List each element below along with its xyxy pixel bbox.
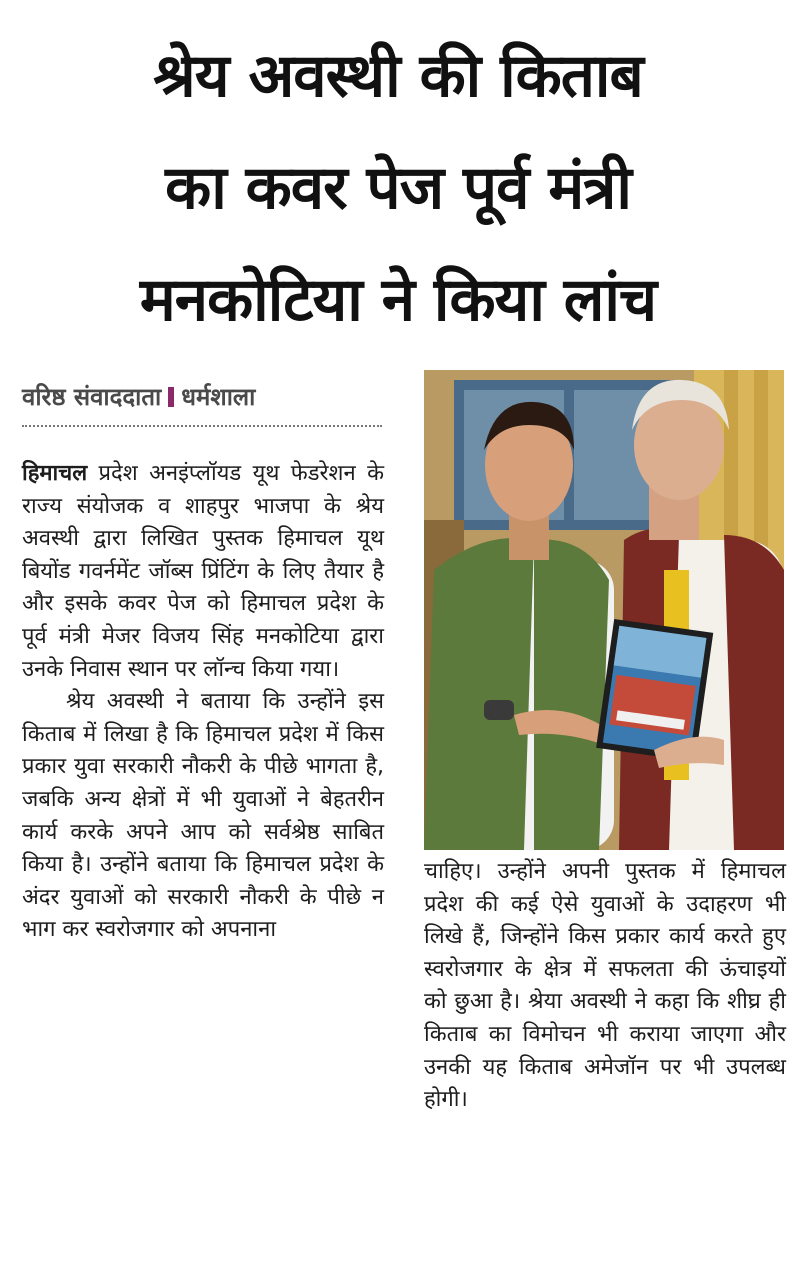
article-paragraph-2: श्रेय अवस्थी ने बताया कि उन्होंने इस किताब में लिखा है कि हिमाचल प्रदेश में किस प्रकार युवा सरकारी नौकरी के पीछे भागता है, जबकि अन्य क्षेत्रों में भी युवाओं ने बेहतरीन कार्य करके अपने आप को सर्वश्रेष्ठ साबित किया है। उन्होंने बताया कि हिमाचल प्रदेश के अंदर युवाओं को सरकारी नौकरी के पीछे न भाग कर स्वरोजगार को अपनाना [22, 689, 384, 943]
article-paragraph-1-text: प्रदेश अनइंप्लॉयड यूथ फेडरेशन के राज्य संयोजक व शाहपुर भाजपा के श्रेय अवस्थी द्वारा लिखित पुस्तक हिमाचल यूथ बियोंड गवर्नमेंट जॉब्स प्रिंटिंग के लिए तैयार है और इसके कवर पेज को हिमाचल प्रदेश के पूर्व मंत्री मेजर विजय सिंह मनकोटिया द्वारा उनके निवास स्थान पर लॉन्च किया गया। [22, 461, 384, 682]
article-paragraph-3: चाहिए। उन्होंने अपनी पुस्तक में हिमाचल प्रदेश की कई ऐसे युवाओं के उदाहरण भी लिखे हैं, जिन्होंने किस प्रकार कार्य करते हुए स्वरोजगार के क्षेत्र में सफलता की ऊंचाइयों को छुआ है। श्रेया अवस्थी ने कहा कि शीघ्र ही किताब का विमोचन भी कराया जाएगा और उनकी यह किताब अमेजॉन पर भी उपलब्ध होगी। [424, 859, 786, 1113]
byline-separator [168, 387, 174, 407]
article-column-1 [22, 458, 384, 947]
article-lead-word: हिमाचल [22, 461, 88, 486]
article-column-2 [424, 856, 786, 1117]
byline [22, 380, 382, 413]
headline [10, 20, 786, 356]
news-photo [424, 370, 784, 850]
headline-line-1: श्रेय अवस्थी की किताब [153, 41, 643, 111]
headline-line-3: मनकोटिया ने किया लांच [139, 265, 657, 335]
byline-divider [22, 425, 382, 427]
headline-line-2: का कवर पेज पूर्व मंत्री [165, 153, 631, 223]
photo-illustration [424, 370, 784, 850]
byline-location: धर्मशाला [181, 383, 256, 411]
article-paragraph-1 [22, 458, 384, 686]
byline-reporter: वरिष्ठ संवाददाता [22, 383, 162, 411]
